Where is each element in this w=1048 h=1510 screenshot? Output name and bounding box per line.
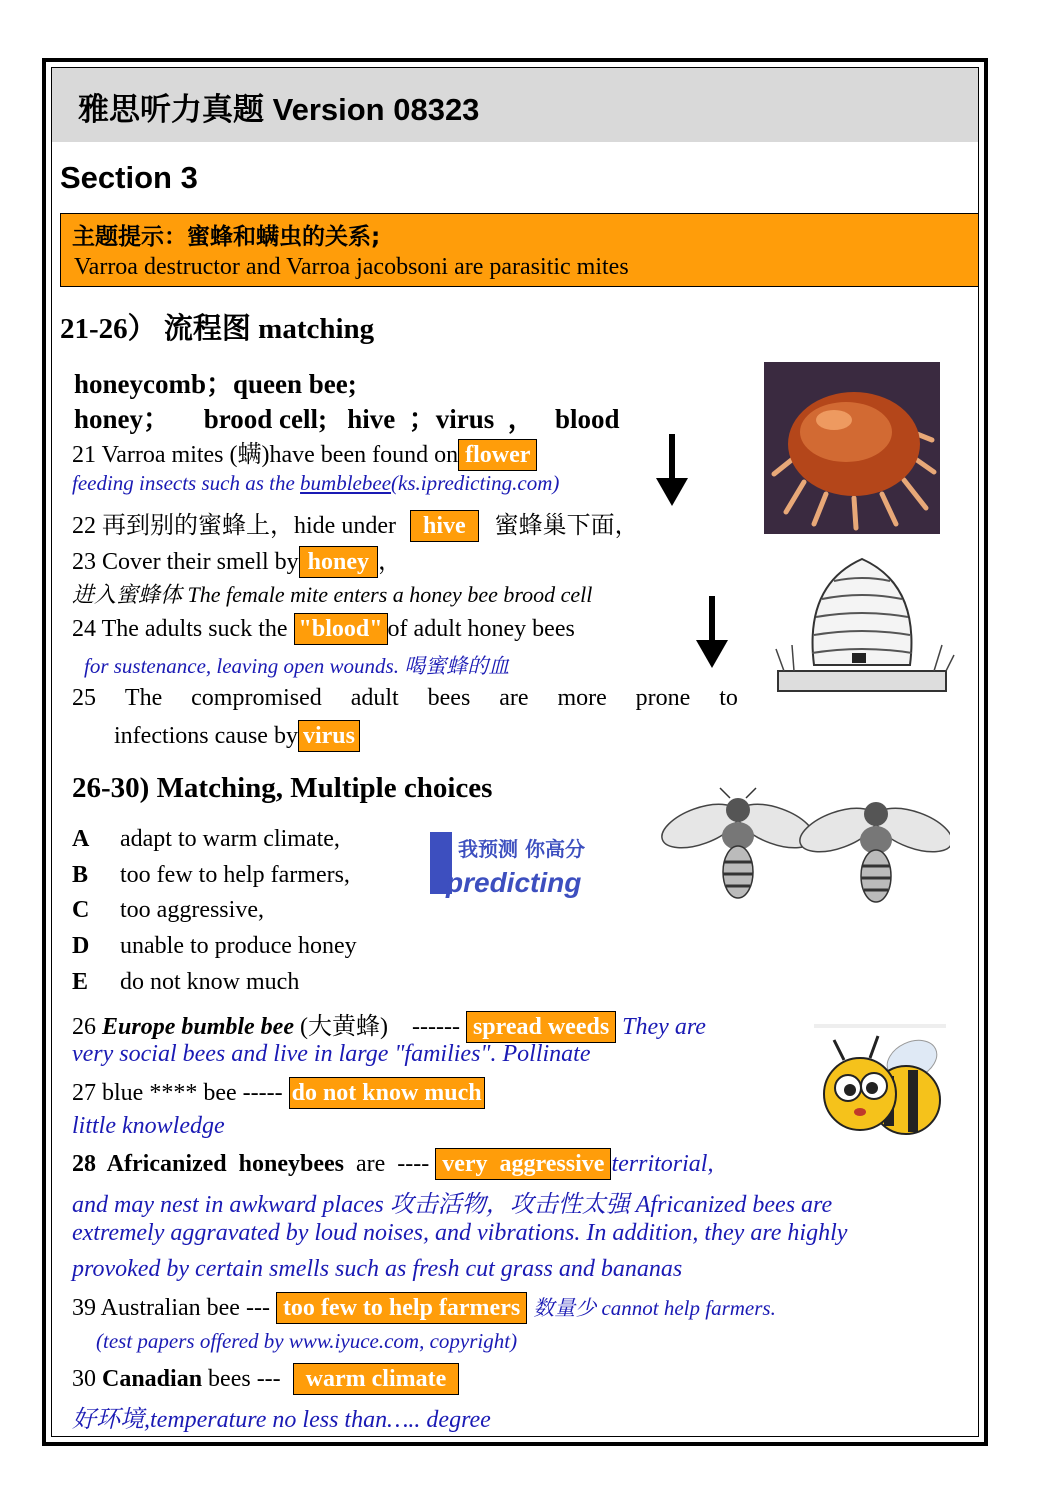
choice-letter: E — [72, 969, 89, 995]
question-21 — [72, 434, 537, 471]
choice-b — [72, 862, 350, 889]
note-21-b: (ks.ipredicting.com) — [391, 471, 560, 495]
choice-letter: A — [72, 826, 90, 852]
choice-e — [72, 969, 299, 996]
topic-line-1: 主题提示：蜜蜂和螨虫的关系; — [72, 224, 381, 250]
page-title: 雅思听力真题 Version 08323 — [78, 92, 480, 127]
question-24-text: 24 The adults suck the — [72, 616, 288, 642]
choice-c — [72, 897, 264, 924]
question-24-after: of adult honey bees — [387, 616, 575, 642]
question-26 — [72, 1006, 706, 1043]
note-28-b: and may nest in awkward places 攻击活物，攻击性太强 Africanized bees are — [72, 1192, 833, 1218]
note-21-a: feeding insects such as the — [72, 471, 301, 495]
down-arrow-icon — [694, 596, 730, 668]
question-25-line-1 — [72, 685, 738, 712]
answer-26: spread weeds — [466, 1011, 616, 1043]
ipredicting-logo — [426, 830, 602, 898]
q25-word: The — [124, 685, 163, 711]
answer-24: "blood" — [294, 613, 388, 645]
question-30-subject: Canadian — [102, 1366, 203, 1392]
question-29 — [72, 1292, 776, 1324]
choice-letter: D — [72, 933, 90, 959]
question-28 — [72, 1148, 713, 1180]
question-30 — [72, 1363, 459, 1395]
note-27: little knowledge — [72, 1113, 225, 1139]
question-22-text: 22 再到别的蜜蜂上，hide under — [72, 513, 396, 539]
choice-letter: C — [72, 897, 90, 923]
answer-22: hive — [410, 510, 479, 542]
question-23-text: 23 Cover their smell by — [72, 549, 299, 575]
question-24 — [72, 613, 575, 645]
options-line-2: honey； brood cell; hive ；virus ， blood — [74, 404, 620, 434]
question-25-line-2 — [114, 720, 360, 752]
question-22-after: 蜜蜂巢下面， — [494, 513, 639, 539]
bee-drawing — [660, 786, 950, 904]
question-27-text: 27 blue **** bee ----- — [72, 1080, 289, 1106]
choice-text: too aggressive, — [120, 897, 264, 923]
question-25-text: infections cause by — [114, 723, 298, 749]
q25-word: bees — [427, 685, 471, 711]
answer-27: do not know much — [289, 1077, 485, 1109]
question-30-rest: bees --- — [202, 1366, 293, 1392]
logo-line-2: predicting — [446, 867, 582, 898]
down-arrow-icon — [654, 434, 690, 506]
choice-text: do not know much — [120, 969, 300, 995]
note-26-b: very social bees and live in large "families". Pollinate — [72, 1041, 591, 1067]
answer-30: warm climate — [293, 1363, 460, 1395]
note-21-link: bumblebee — [300, 471, 392, 495]
question-26-rest: (大黄蜂) ------ — [294, 1014, 466, 1040]
q25-word: to — [719, 685, 738, 711]
topic-line-2: Varroa destructor and Varroa jacobsoni are parasitic mites — [74, 254, 629, 280]
question-21-text: 21 Varroa mites (螨)have been found on — [72, 442, 459, 468]
question-27 — [72, 1077, 485, 1109]
part2-heading: 26-30) Matching, Multiple choices — [72, 772, 493, 804]
part1-heading: 21-26） 流程图 matching — [60, 313, 375, 345]
note-28-c: extremely aggravated by loud noises, and vibrations. In addition, they are highly — [72, 1220, 848, 1246]
choice-text: unable to produce honey — [120, 933, 357, 959]
choice-text: too few to help farmers, — [120, 862, 350, 888]
answer-23: honey — [299, 546, 378, 578]
choice-a — [72, 826, 340, 853]
question-28-rest: are ---- — [343, 1151, 436, 1177]
question-30-num: 30 — [72, 1366, 102, 1392]
q25-word: adult — [350, 685, 399, 711]
note-30: 好环境,temperature no less than….. degree — [72, 1407, 491, 1433]
q25-word: compromised — [191, 685, 322, 711]
note-21 — [72, 471, 559, 496]
question-29-text: 39 Australian bee --- — [72, 1295, 276, 1321]
question-26-subject: Europe bumble bee — [102, 1014, 294, 1040]
choice-d — [72, 933, 357, 960]
note-28-a: territorial, — [611, 1151, 714, 1177]
note-23: 进入蜜蜂体 The female mite enters a honey bee brood cell — [72, 582, 593, 607]
answer-21: flower — [458, 439, 537, 471]
logo-line-1: 我预测 你高分 — [458, 837, 585, 861]
question-26-num: 26 — [72, 1014, 102, 1040]
note-29: 数量少 cannot help farmers. — [533, 1296, 776, 1320]
q25-word: are — [499, 685, 529, 711]
question-23 — [72, 541, 402, 578]
note-28-d: provoked by certain smells such as fresh cut grass and bananas — [72, 1256, 683, 1282]
options-line-1: honeycomb；queen bee; — [74, 369, 357, 399]
cartoon-bee — [814, 1024, 946, 1152]
question-23-after: ， — [378, 549, 402, 575]
beehive-drawing — [764, 545, 960, 711]
choice-text: adapt to warm climate, — [120, 826, 340, 852]
q25-word: 25 — [72, 685, 96, 711]
answer-28: very aggressive — [435, 1148, 611, 1180]
choice-letter: B — [72, 862, 89, 888]
note-26-a: They are — [622, 1014, 706, 1040]
answer-29: too few to help farmers — [276, 1292, 527, 1324]
q25-word: prone — [635, 685, 691, 711]
section-heading: Section 3 — [60, 160, 198, 195]
copyright-note: (test papers offered by www.iyuce.com, copyright) — [96, 1329, 518, 1353]
question-28-subject: 28 Africanized honeybees — [72, 1151, 344, 1177]
question-22 — [72, 505, 639, 542]
note-24: for sustenance, leaving open wounds. 喝蜜蜂的血 — [84, 654, 510, 678]
answer-25: virus — [298, 720, 360, 752]
q25-word: more — [557, 685, 607, 711]
mite-photo — [764, 362, 940, 534]
